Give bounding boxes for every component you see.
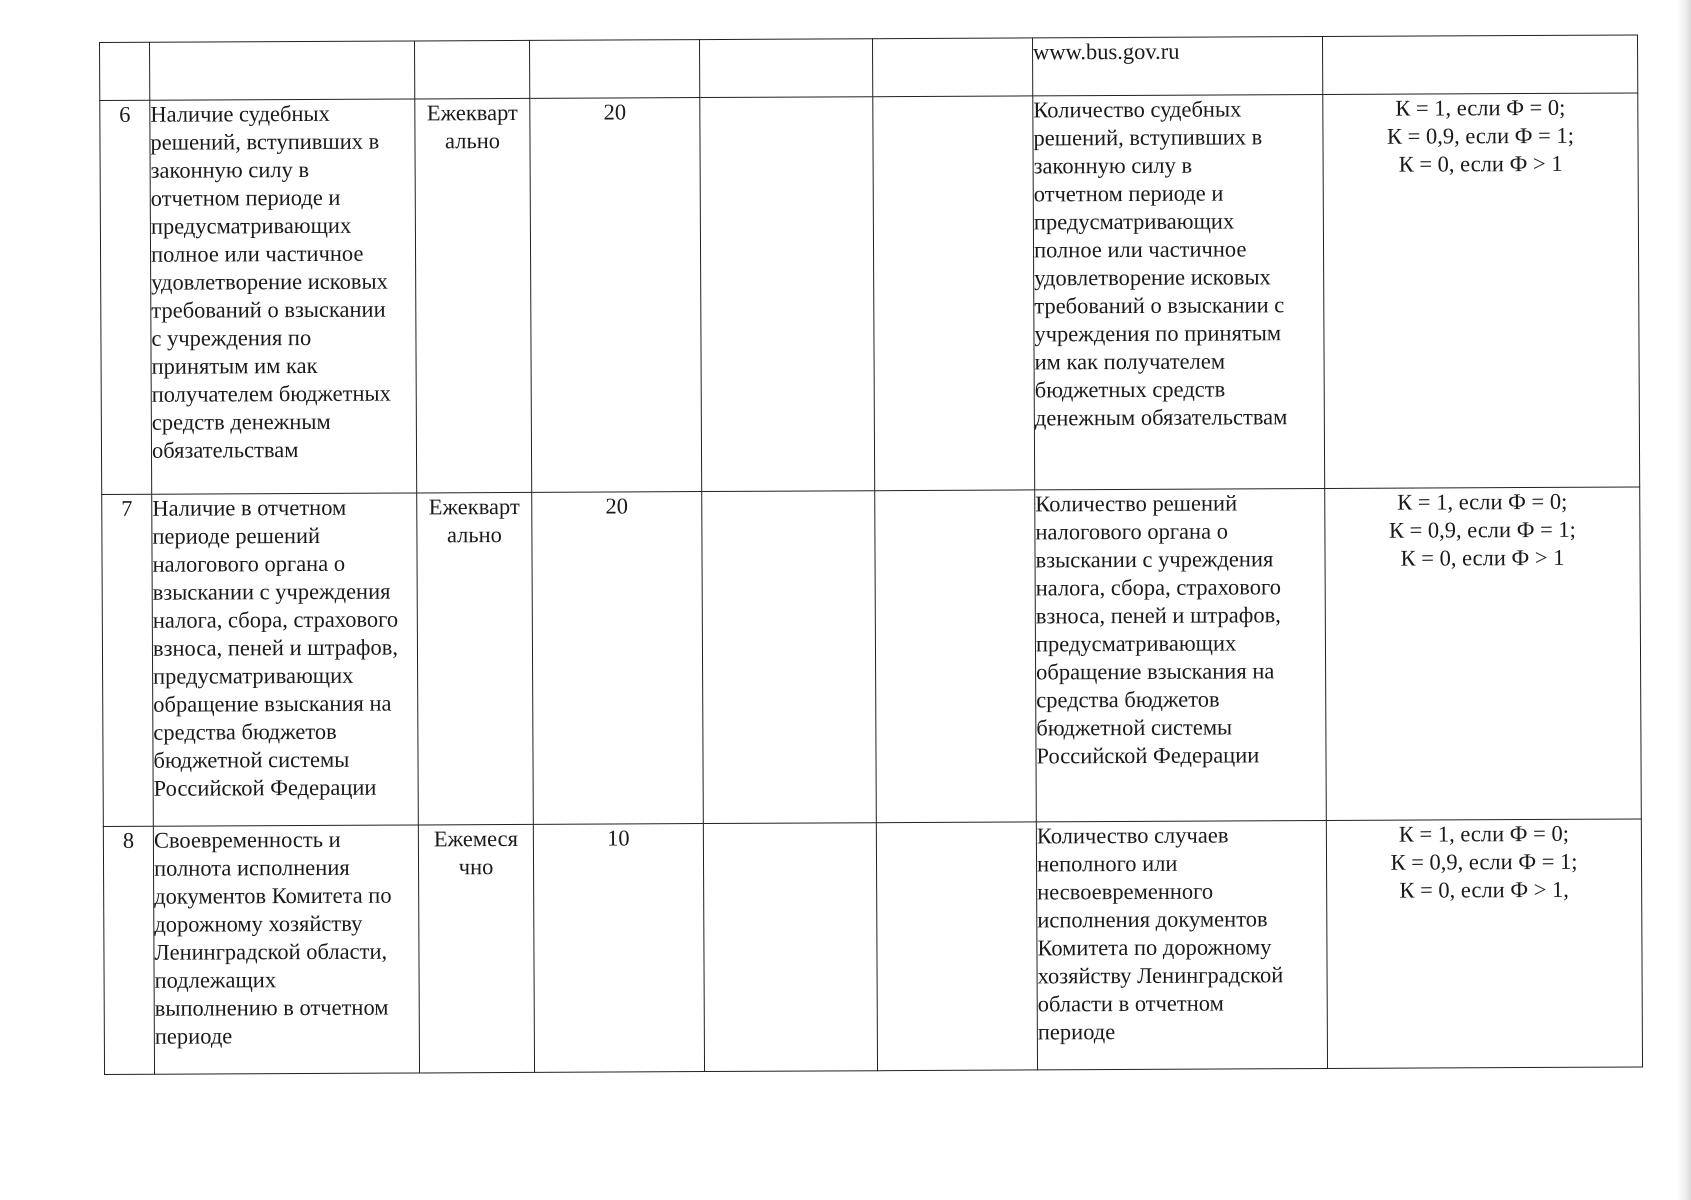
indicator-name-line: выполнению в отчетном <box>154 994 389 1021</box>
cell-empty <box>100 42 150 100</box>
indicator-name-line: средств денежным <box>151 408 331 435</box>
description-line: хозяйству Ленинградской <box>1037 962 1284 989</box>
indicator-name-cell <box>152 493 419 826</box>
indicator-name-line: подлежащих <box>154 967 277 993</box>
formula-line: К = 0,9, если Ф = 1; <box>1388 516 1576 543</box>
indicator-name-line: бюджетной системы <box>153 746 350 773</box>
weight-cell <box>532 492 704 825</box>
description-line: Количество решений <box>1035 490 1238 517</box>
periodicity-line: чно <box>458 854 494 880</box>
calculation-description-cell <box>1035 489 1327 822</box>
indicator-name-line: Наличие судебных <box>150 100 330 127</box>
formula-line: К = 1, если Ф = 0; <box>1397 488 1568 515</box>
calculation-description-cell <box>1036 821 1327 1070</box>
row-number: 6 <box>119 101 131 127</box>
formula-line: К = 0,9, если Ф = 1; <box>1390 848 1578 875</box>
indicator-name-line: периоде решений <box>152 522 321 549</box>
cell-empty <box>703 823 877 1072</box>
description-line: налога, сбора, страхового <box>1035 574 1281 601</box>
row-number: 7 <box>121 495 133 521</box>
indicator-name-line: требований о взыскании <box>151 296 386 323</box>
cell-empty <box>875 490 1037 823</box>
description-line: неполного или <box>1036 850 1178 877</box>
description-line: отчетном периоде и <box>1033 180 1224 207</box>
periodicity-cell <box>415 98 532 493</box>
cell-empty <box>872 38 1032 97</box>
indicator-name-line: взыскании с учреждения <box>152 578 391 605</box>
formula-line: К = 0, если Ф > 1, <box>1399 876 1569 903</box>
description-line: учреждения по принятым <box>1034 320 1282 347</box>
cell-empty <box>873 96 1035 491</box>
table-row <box>102 487 1642 827</box>
cell-empty <box>150 41 415 100</box>
description-line: предусматривающих <box>1033 208 1235 235</box>
indicator-name-line: полнота исполнения <box>153 854 350 881</box>
cell-empty <box>1322 35 1637 95</box>
indicator-name-line: получателем бюджетных <box>151 380 391 407</box>
calculation-description-cell <box>1033 95 1325 490</box>
indicator-name-line: периоде <box>154 1023 233 1049</box>
description-line: средства бюджетов <box>1036 686 1220 713</box>
indicator-name-line: полное или частичное <box>150 240 364 267</box>
scan-edge-shadow <box>1677 0 1691 1200</box>
criteria-table <box>99 34 1643 1075</box>
row-number-cell <box>103 826 154 1074</box>
description-line: Количество судебных <box>1033 96 1242 123</box>
indicator-name-line: Ленинградской области, <box>154 938 388 965</box>
formula-line: К = 0, если Ф > 1 <box>1398 150 1563 177</box>
cell-empty <box>414 40 529 99</box>
row-number-cell <box>100 100 152 494</box>
description-line: Российской Федерации <box>1036 742 1260 769</box>
description-line: удовлетворение исковых <box>1034 264 1271 291</box>
indicator-name-line: взноса, пеней и штрафов, <box>152 634 399 661</box>
source-url-cell <box>1032 37 1322 96</box>
formula-line: К = 0, если Ф > 1 <box>1400 544 1565 571</box>
description-line: требований о взыскании с <box>1034 292 1285 319</box>
formula-line: К = 0,9, если Ф = 1; <box>1386 122 1575 149</box>
weight-cell <box>530 98 702 493</box>
description-line: взноса, пеней и штрафов, <box>1035 602 1281 629</box>
description-line: денежным обязательствам <box>1034 404 1288 431</box>
description-line: Количество случаев <box>1036 822 1229 849</box>
indicator-name-line: документов Комитета по <box>154 882 392 909</box>
cell-empty <box>876 822 1037 1071</box>
indicator-name-line: налога, сбора, страхового <box>152 606 399 633</box>
indicator-name-line: дорожному хозяйству <box>154 910 363 937</box>
source-url-text: www.bus.gov.ru <box>1032 38 1180 65</box>
description-line: законную силу в <box>1033 152 1193 179</box>
indicator-name-line: налогового органа о <box>152 550 346 577</box>
weight-value: 20 <box>605 493 629 519</box>
table-row-continuation <box>100 35 1638 101</box>
description-line: обращение взыскания на <box>1036 658 1275 685</box>
indicator-name-line: предусматривающих <box>153 662 354 689</box>
formula-line: К = 1, если Ф = 0; <box>1398 820 1569 847</box>
description-line: несвоевременного <box>1037 878 1214 905</box>
periodicity-cell <box>418 824 534 1073</box>
description-line: исполнения документов <box>1037 906 1268 933</box>
periodicity-line: Ежемеся <box>433 825 519 852</box>
indicator-name-line: Своевременность и <box>153 826 341 853</box>
row-number: 8 <box>122 827 135 853</box>
description-line: бюджетных средств <box>1034 376 1226 403</box>
coefficient-formula-cell <box>1325 487 1642 821</box>
cell-empty <box>529 40 699 99</box>
description-line: решений, вступивших в <box>1033 124 1263 151</box>
coefficient-formula-cell <box>1326 819 1642 1069</box>
indicator-name-line: решений, вступивших в <box>150 128 380 155</box>
weight-value: 20 <box>603 99 627 125</box>
periodicity-line: ально <box>444 128 501 154</box>
indicator-name-line: принятым им как <box>151 352 318 379</box>
indicator-name-line: Наличие в отчетном <box>152 494 347 521</box>
weight-cell <box>533 824 704 1073</box>
periodicity-cell <box>417 492 534 825</box>
table-row <box>100 93 1640 495</box>
cell-empty <box>699 39 872 98</box>
description-line: взыскании с учреждения <box>1035 546 1274 573</box>
periodicity-line: Ежекварт <box>426 99 518 126</box>
description-line: предусматривающих <box>1035 630 1237 657</box>
periodicity-line: Ежекварт <box>428 493 520 520</box>
indicator-name-line: удовлетворение исковых <box>151 268 388 295</box>
description-line: полное или частичное <box>1033 236 1247 263</box>
description-line: периоде <box>1037 1019 1116 1045</box>
description-line: области в отчетном <box>1037 990 1224 1017</box>
cell-empty <box>700 97 875 492</box>
table-row <box>103 819 1642 1075</box>
formula-line: К = 1, если Ф = 0; <box>1395 94 1566 121</box>
criteria-table-wrapper <box>99 34 1642 1075</box>
indicator-name-line: Российской Федерации <box>153 774 377 801</box>
description-line: бюджетной системы <box>1036 714 1233 741</box>
cell-empty <box>702 491 877 824</box>
periodicity-line: ально <box>446 522 502 548</box>
weight-value: 10 <box>607 825 630 851</box>
coefficient-formula-cell <box>1323 93 1640 489</box>
description-line: Комитета по дорожному <box>1037 934 1272 961</box>
indicator-name-line: предусматривающих <box>150 212 352 239</box>
indicator-name-line: отчетном периоде и <box>150 184 341 211</box>
row-number-cell <box>102 494 154 826</box>
indicator-name-line: с учреждения по <box>151 324 312 351</box>
indicator-name-cell <box>153 825 419 1074</box>
indicator-name-cell <box>150 99 417 494</box>
indicator-name-line: средства бюджетов <box>153 718 337 745</box>
indicator-name-line: законную силу в <box>150 156 310 183</box>
indicator-name-line: обязательствам <box>151 437 299 463</box>
indicator-name-line: обращение взыскания на <box>153 690 392 717</box>
description-line: налогового органа о <box>1035 518 1228 545</box>
description-line: им как получателем <box>1034 348 1226 375</box>
